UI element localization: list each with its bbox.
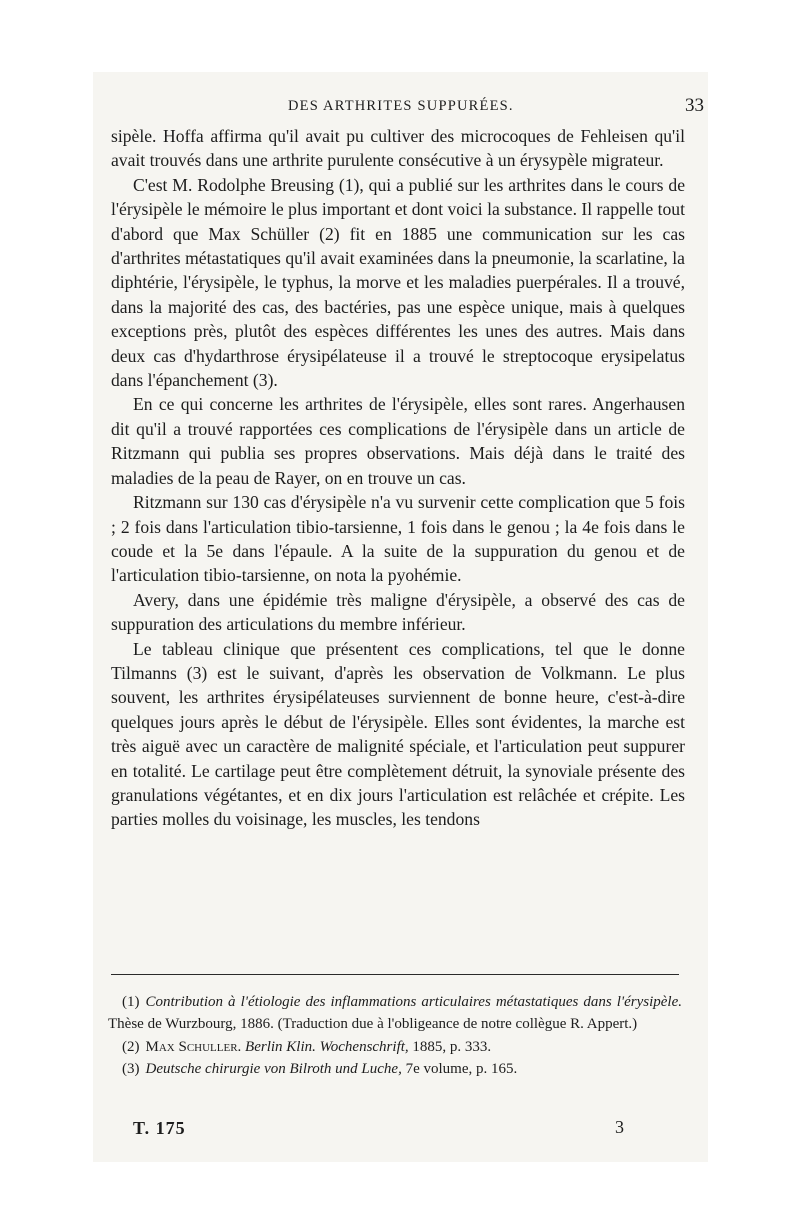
page-number: 33 — [685, 95, 704, 116]
paragraph-3: En ce qui concerne les arthrites de l'érysipèle, elles sont rares. Angerhausen dit qu'il a trouvé rapportées ces complications de l'érysipèle dans un article de Ritzmann qui publia ses propres observations. Mais déjà dans le traité des maladies de la peau de Rayer, on en trouve un cas. — [111, 394, 685, 488]
page-header — [110, 96, 710, 120]
footnote-text: 7e volume, p. 165. — [405, 1060, 518, 1077]
footnote-author: Max Schuller. — [145, 1039, 242, 1055]
footnote-title: Contribution à l'étiologie des inflammations articulaires métastatiques dans l'érysipèle. — [145, 994, 682, 1010]
sheet-number: 3 — [615, 1117, 624, 1137]
footnote-rule — [111, 974, 679, 975]
paragraph-4: Ritzmann sur 130 cas d'érysipèle n'a vu survenir cette complication que 5 fois ; 2 fois dans l'articulation tibio-tarsienne, 1 fois dans le genou ; la 4e fois dans le coude et la 5e dans l'épaule. A la suite de la suppuration du genou et de l'articulation tibio-tarsienne, on nota la pyohémie. — [111, 492, 685, 586]
footnotes — [108, 992, 682, 1080]
footnote-text: 1885, p. 333. — [412, 1039, 492, 1055]
footnote-marker: (1) — [122, 994, 140, 1010]
body-text — [111, 124, 685, 832]
footnote-1 — [108, 992, 682, 1035]
paragraph-5: Avery, dans une épidémie très maligne d'érysipèle, a observé des cas de suppuration des articulations du membre inférieur. — [111, 589, 685, 635]
footnote-3 — [108, 1059, 682, 1081]
footnote-marker: (3) — [122, 1060, 140, 1077]
paragraph-6: Le tableau clinique que présentent ces complications, tel que le donne Tilmanns (3) est le suivant, d'après les observation de Volkmann. Le plus souvent, les arthrites érysipélateuses surviennent de bonne heure, c'est-à-dire quelques jours après le début de l'érysipèle. Elles sont évidentes, la marche est très aiguë avec un caractère de malignité spéciale, et l'articulation peut suppurer en totalité. Le cartilage peut être complètement détruit, la synoviale présente des granulations végétantes, et en dix jours l'articulation est relâchée et crépite. Les parties molles du voisinage, les muscles, les tendons — [111, 638, 685, 830]
paragraph-2: C'est M. Rodolphe Breusing (1), qui a publié sur les arthrites dans le cours de l'érysipèle le mémoire le plus important et dont voici la substance. Il rappelle tout d'abord que Max Schüller (2) fit en 1885 une communication sur les cas d'arthrites métastatiques qu'il avait examinées dans la pneumonie, la scarlatine, la diphtérie, l'érysipèle, le typhus, la morve et les maladies puerpérales. Il a trouvé, dans la majorité des cas, des bactéries, pas une espèce unique, mais à quelques exceptions près, plutôt des espèces différentes les unes des autres. Mais dans deux cas d'hydarthrose érysipélateuse il a trouvé le streptocoque erysipelatus dans l'épanchement (3). — [111, 174, 685, 391]
paragraph-1: sipèle. Hoffa affirma qu'il avait pu cultiver des microcoques de Fehleisen qu'il avait trouvés dans une arthrite purulente consécutive à un érysypèle migrateur. — [111, 126, 685, 171]
footnote-2 — [108, 1037, 682, 1059]
footnote-text: Thèse de Wurzbourg, 1886. (Traduction due à l'obligeance de notre collègue R. Appert.) — [108, 1015, 638, 1032]
footnote-journal: Berlin Klin. Wochenschrift, — [245, 1039, 409, 1055]
printer-signature: T. 175 — [133, 1118, 186, 1138]
running-head: DES ARTHRITES SUPPURÉES. — [288, 98, 514, 114]
footnote-marker: (2) — [122, 1039, 140, 1055]
footnote-title: Deutsche chirurgie von Bilroth und Luche, — [145, 1060, 402, 1077]
